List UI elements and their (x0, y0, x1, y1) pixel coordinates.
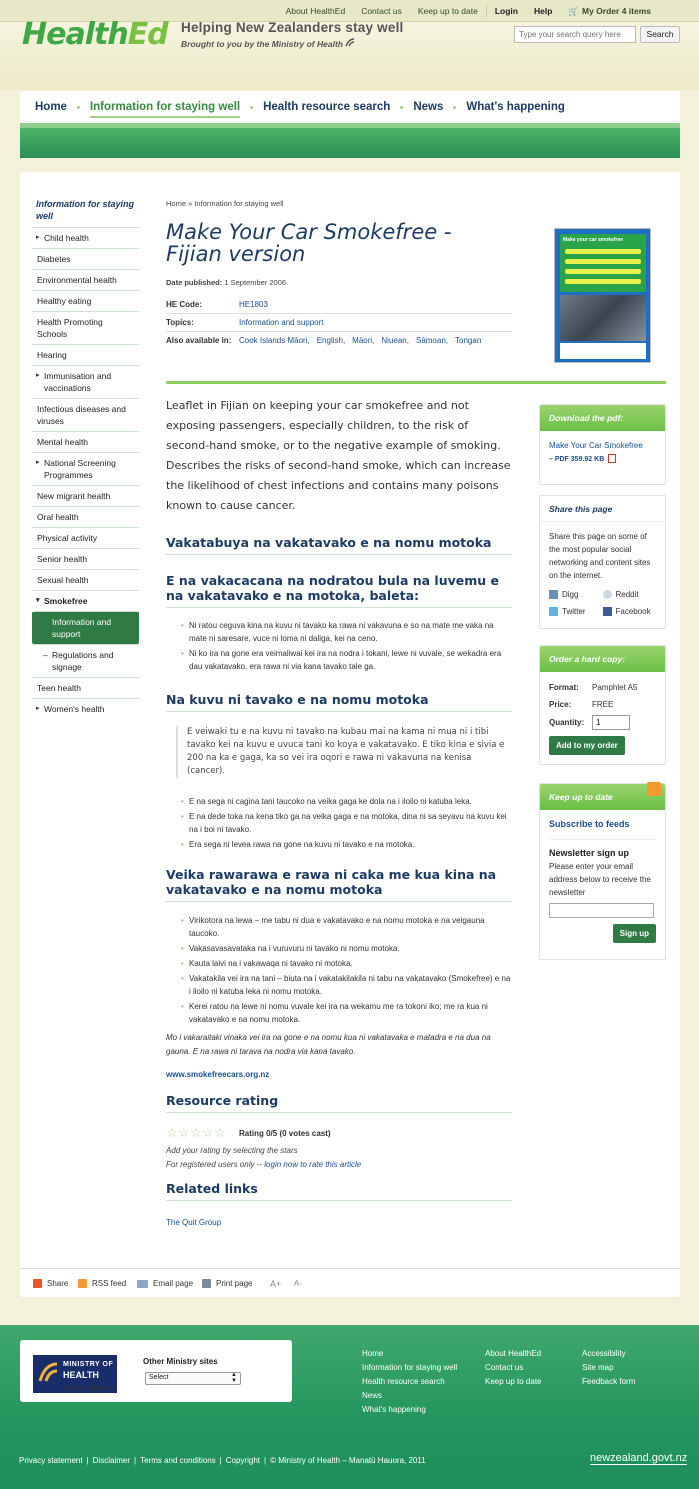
date-label: Date published: (166, 278, 223, 287)
help-link[interactable]: Help (534, 6, 553, 16)
digg-label: Digg (562, 590, 579, 599)
digg-link[interactable] (549, 588, 603, 601)
date-value: 1 September 2006 (224, 278, 287, 287)
list-item: • Vakatakila vei ira na tani – biuta na i vakatakilakila ni tabu na vakatavako (Smokefree) e na i iloilo ni katuba leka ni nomu motoka. (181, 972, 511, 998)
language-link[interactable]: Sāmoan, (415, 336, 449, 345)
languages-label: Also available in: (166, 336, 232, 345)
sidebar-item[interactable]: Environmental health (32, 269, 139, 290)
keep-up-link[interactable]: Keep up to date (417, 6, 478, 16)
star-icon[interactable]: ☆ (202, 1125, 214, 1140)
footer-link[interactable]: Accessibility (582, 1349, 626, 1358)
cover-footer (560, 343, 646, 359)
page-title: Make Your Car Smokefree - Fijian version (166, 220, 452, 266)
list-item: • Ni ratou ceguva kina na kuvu ni tavako ka rawa ni vakavuna e so na mate me vaka na mate ni saresare, vuce ni loma ni daliga, kei na ceno. (181, 619, 511, 645)
cart-icon: 🛒 (568, 5, 580, 16)
footer-link[interactable]: News (362, 1391, 383, 1400)
add-to-order-button[interactable]: Add to my order (549, 736, 625, 755)
smokefreecars-link[interactable]: www.smokefreecars.org.nz (166, 1070, 270, 1079)
facebook-label: Facebook (615, 607, 651, 616)
order-body (540, 672, 665, 763)
twitter-label: Twitter (562, 607, 586, 616)
section-heading: E na vakacacana na nodratou bula na luvemu e na vakatavako e na motoka, baleta: (166, 573, 512, 608)
share-text: Share this page on some of the most popular social networking and content sites on the internet. (549, 532, 651, 580)
login-link[interactable]: Login (494, 6, 518, 16)
footer-link[interactable]: What's happening (362, 1405, 426, 1414)
newsletter-text: Please enter your email address below to receive the newsletter (549, 862, 651, 897)
share-links (549, 588, 656, 618)
twitter-icon (549, 607, 558, 616)
email-tool[interactable] (137, 1279, 193, 1288)
sign-up-button[interactable]: Sign up (613, 924, 656, 943)
languages-list (239, 336, 488, 345)
sidebar-item[interactable]: Senior health (32, 548, 139, 569)
manatu-hauora-text: MANATŪ HAUORA (64, 1386, 115, 1392)
terms-link[interactable]: Terms and conditions (140, 1456, 216, 1465)
cover-band (565, 279, 641, 284)
copyright-link[interactable]: Copyright (225, 1456, 260, 1465)
list-item: • E na dede toka na kena tiko ga na veika gaga e na motoka, dina ni sa seyavu na kuvu kei na i boi ni tavako. (181, 810, 511, 836)
my-order-label: My Order 4 items (582, 5, 651, 16)
facebook-link[interactable] (603, 605, 657, 618)
copyright-text: © Ministry of Health – Manatū Hauora, 2011 (270, 1456, 426, 1465)
list-item: • E na sega ni cagina tani taucoko na veika gaga ke dola na i iloilo ni katuba leka. (181, 795, 511, 808)
list-item: • Kerei ratou na lewe ni nomu vuvale kei ira na wekamu me ra tokoni iko; me ra kua ni vakatavako e na nomu motoka. (181, 1000, 511, 1026)
print-label: Print page (216, 1279, 253, 1288)
ministry-mark-icon (345, 38, 355, 47)
topics-row (166, 314, 512, 332)
price-value: FREE (592, 700, 614, 709)
email-icon (137, 1280, 148, 1288)
list-item: • Era sega ni levea rawa na gone na kuvu ni tavako e na motoka. (181, 838, 511, 851)
resource-cover-image[interactable] (554, 228, 651, 363)
nav-whats-happening[interactable]: What's happening (466, 101, 565, 113)
pdf-size: – PDF 359.92 KB (549, 456, 605, 463)
language-link[interactable]: Māori, (352, 336, 375, 345)
legal-links (19, 1456, 430, 1465)
topics-value[interactable]: Information and support (239, 318, 324, 327)
logo-part-health: Health (22, 17, 128, 52)
star-icon[interactable]: ☆ (178, 1125, 190, 1140)
order-heading: Order a hard copy: (540, 646, 665, 672)
footer-link[interactable]: Keep up to date (485, 1377, 542, 1386)
sidebar-item[interactable]: ▸ Women's health (32, 698, 139, 719)
other-sites-label: Other Ministry sites (143, 1357, 218, 1366)
rating-help (166, 1144, 361, 1172)
rating-login-line (166, 1158, 361, 1172)
nav-separator (400, 106, 403, 109)
rss-icon[interactable] (647, 782, 661, 796)
main-nav (20, 91, 680, 123)
sidebar-item[interactable]: Diabetes (32, 248, 139, 269)
he-code-row (166, 296, 512, 314)
pdf-download-link[interactable]: Make Your Car Smokefree (549, 441, 643, 450)
search-button[interactable]: Search (640, 26, 680, 43)
sidebar-item[interactable]: Oral health (32, 506, 139, 527)
rating-stars[interactable] (166, 1127, 226, 1139)
language-link[interactable]: Niuean, (381, 336, 409, 345)
list-item: • Kauta laivi na i vakawaqa ni tavako ni motoka. (181, 957, 511, 970)
quit-group-link[interactable]: The Quit Group (166, 1218, 222, 1227)
nav-info-staying-well[interactable]: Information for staying well (90, 101, 240, 118)
print-tool[interactable] (202, 1279, 252, 1288)
utility-links (278, 0, 659, 22)
sidebar-item[interactable]: Healthy eating (32, 290, 139, 311)
pdf-icon (608, 454, 616, 463)
quantity-label: Quantity: (549, 718, 585, 727)
sidebar-item[interactable]: Teen health (32, 677, 139, 698)
nav-separator (77, 106, 80, 109)
page-tools (20, 1268, 680, 1297)
bullet-list (181, 619, 511, 675)
print-icon (202, 1279, 211, 1288)
format-row (549, 681, 656, 694)
footer-link[interactable]: Information for staying well (362, 1363, 458, 1372)
he-code-value[interactable]: HE1803 (239, 300, 268, 309)
language-link[interactable]: Cook Islands Māori, (239, 336, 310, 345)
keep-up-title: Keep up to date (549, 792, 613, 802)
cover-band (565, 269, 641, 274)
intro-text: Leaflet in Fijian on keeping your car smokefree and not exposing passengers, especially children, to the risk of second-hand smoke, or to the negative example of smoking. Describes the risks of second-hand smoke, which can increase the likelihood of chest infections and contains many poisons known to cause cancer. (166, 399, 511, 512)
rss-tool[interactable] (78, 1279, 126, 1288)
green-banner (20, 123, 680, 158)
footer-link[interactable]: Site map (582, 1363, 614, 1372)
other-sites-select[interactable] (145, 1372, 241, 1385)
sidebar-item[interactable]: ▸ National Screening Programmes (32, 452, 139, 485)
share-box (539, 495, 666, 629)
sidebar-item[interactable]: ▸ Child health (32, 227, 139, 248)
download-box (539, 404, 666, 485)
site-tagline-sub (181, 38, 355, 49)
keep-up-body (540, 810, 665, 951)
newsletter-email-input[interactable] (549, 903, 654, 918)
cover-photo (560, 295, 646, 341)
healthed-logo[interactable] (22, 17, 168, 52)
nzgovt-link[interactable]: newzealand.govt.nz (590, 1452, 688, 1464)
reddit-link[interactable] (603, 588, 657, 601)
nav-home[interactable]: Home (35, 101, 67, 113)
format-label: Format: (549, 683, 579, 692)
sidebar-item[interactable]: Sexual health (32, 569, 139, 590)
rss-icon (78, 1279, 87, 1288)
price-label: Price: (549, 700, 572, 709)
footer-link[interactable]: Home (362, 1349, 384, 1358)
related-heading: Related links (166, 1181, 512, 1201)
sidebar-item[interactable]: Information and support (32, 611, 139, 644)
language-link[interactable]: Tongan (455, 336, 482, 345)
reddit-icon (603, 590, 612, 599)
star-icon[interactable]: ☆ (166, 1125, 178, 1140)
format-value: Pamphlet A5 (592, 683, 638, 692)
legal-separator: | (134, 1456, 137, 1465)
download-body (540, 431, 665, 474)
digg-icon (549, 590, 558, 599)
footer-col-site (485, 1347, 542, 1389)
nav-separator (250, 106, 253, 109)
list-item: • Ni ko ira na gone era veimaliwai kei ira na nodra i tokani, lewe ni vuvale, se wekadra era dau vakatavako, era rawa ni via kana tavako tale ga. (181, 647, 511, 673)
divider (166, 381, 666, 384)
select-value: Select (149, 1374, 169, 1381)
list-item: • Virikotora na lewa – me tabu ni dua e vakatavako e na nomu motoka e na veigauna taucoko. (181, 914, 511, 940)
sidebar-item[interactable]: – Regulations and signage (32, 644, 139, 677)
sidebar-item[interactable]: Health Promoting Schools (32, 311, 139, 344)
contact-link[interactable]: Contact us (361, 6, 402, 16)
languages-row (166, 332, 512, 349)
blockquote: E veiwaki tu e na kuvu ni tavako na kubau mai na kama ni mua ni i tibi tavako kei na kuvu e uvuca tani ko koya e vakatavako. E tiko kina e sivia e 200 na ka e gaga, ka so vei ira oqori e rawa ni vakavuna na kenisa (cancer). (176, 726, 512, 778)
rating-reg-prefix: For registered users only -- (166, 1160, 263, 1169)
newsletter-heading: Newsletter sign up (549, 848, 630, 858)
bullet-list (181, 914, 511, 1028)
reddit-label: Reddit (615, 590, 639, 599)
email-label: Email page (153, 1279, 194, 1288)
closing-text: Mo i vakaraitaki vinaka vei ira na gone e na nomu kua ni vakatavaka e matadra e na dua na gauna. E na rawa ni tarava na nodra via kana tavako. (166, 1033, 491, 1056)
section-heading: Vakatabuya na vakatavako e na nomu motoka (166, 535, 512, 555)
text-larger-button[interactable]: A+ (270, 1279, 282, 1289)
footer-col-help (582, 1347, 635, 1389)
legal-separator: | (86, 1456, 89, 1465)
list-item: • Vakasavasavataka na i vuruvuru ni tavako ni nomu motoka. (181, 942, 511, 955)
site-tagline: Helping New Zealanders stay well (181, 20, 404, 35)
share-label: Share (47, 1279, 69, 1288)
logo-part-ed: Ed (127, 17, 168, 52)
star-icon[interactable]: ☆ (190, 1125, 202, 1140)
search-input[interactable] (514, 26, 636, 43)
footer-link[interactable]: Contact us (485, 1363, 524, 1372)
share-tool[interactable] (33, 1279, 68, 1288)
footer-col-main (362, 1347, 457, 1417)
twitter-link[interactable] (549, 605, 603, 618)
signup-wrap (549, 924, 656, 943)
keep-up-heading (540, 784, 665, 810)
legal-separator: | (219, 1456, 222, 1465)
sidebar-title[interactable]: Information for staying well (36, 199, 135, 221)
order-box (539, 645, 666, 765)
rating-heading: Resource rating (166, 1093, 512, 1113)
sidebar-item[interactable]: New migrant health (32, 485, 139, 506)
language-link[interactable]: English, (316, 336, 346, 345)
sidebar-item[interactable]: ▾ Smokefree (32, 590, 139, 611)
bullet-list (181, 795, 511, 853)
sidebar-item[interactable]: ▸ Immunisation and vaccinations (32, 365, 139, 398)
sidebar-item[interactable]: Mental health (32, 431, 139, 452)
text-smaller-button[interactable]: A- (294, 1279, 302, 1288)
tagline-sub-text: Brought to you by the Ministry of Health (181, 39, 343, 49)
select-arrows-icon: ▲ ▼ (231, 1372, 237, 1384)
quantity-row (549, 715, 656, 730)
footer-link[interactable]: About HealthEd (485, 1349, 542, 1358)
my-order-link[interactable] (560, 6, 659, 17)
add-order-wrap (549, 736, 656, 755)
sidebar-item[interactable]: Infectious diseases and viruses (32, 398, 139, 431)
rss-label: RSS feed (92, 1279, 127, 1288)
privacy-link[interactable]: Privacy statement (19, 1456, 83, 1465)
section-heading: Na kuvu ni tavako e na nomu motoka (166, 692, 512, 712)
rating-help-line: Add your rating by selecting the stars (166, 1146, 298, 1155)
legal-separator: | (264, 1456, 267, 1465)
cover-band (565, 249, 641, 254)
footer-link[interactable]: Feedback form (582, 1377, 636, 1386)
share-icon (33, 1279, 42, 1288)
share-heading: Share this page (540, 496, 665, 522)
about-link[interactable]: About HealthEd (285, 6, 346, 16)
nav-news[interactable]: News (413, 101, 444, 113)
he-code-label: HE Code: (166, 300, 202, 309)
star-icon[interactable]: ☆ (214, 1125, 226, 1140)
section-heading: Veika rawarawa e rawa ni caka me kua kina na vakatavako e na nomu motoka (166, 867, 512, 902)
quantity-input[interactable] (592, 715, 630, 730)
cover-title: Make your car smokefree (563, 237, 624, 243)
download-heading: Download the pdf: (540, 405, 665, 431)
ministry-mark-icon (37, 1361, 59, 1383)
health-text: HEALTH (63, 1370, 99, 1380)
disclaimer-link[interactable]: Disclaimer (92, 1456, 130, 1465)
nav-separator (453, 106, 456, 109)
breadcrumb[interactable]: Home » Information for staying well (166, 199, 284, 208)
keep-up-box (539, 783, 666, 960)
topics-label: Topics: (166, 318, 194, 327)
facebook-icon (603, 607, 612, 616)
login-to-rate-link[interactable]: login now to rate this article (264, 1160, 362, 1169)
rating-text: Rating 0/5 (0 votes cast) (239, 1129, 331, 1138)
sidebar-item[interactable]: Physical activity (32, 527, 139, 548)
nav-resource-search[interactable]: Health resource search (263, 101, 391, 113)
footer-link[interactable]: Health resource search (362, 1377, 445, 1386)
sidebar-nav (32, 227, 139, 719)
cover-band (565, 259, 641, 264)
resource-meta (166, 296, 512, 349)
share-body (540, 522, 665, 626)
sidebar-item[interactable]: Hearing (32, 344, 139, 365)
date-published (166, 278, 286, 287)
price-row (549, 698, 656, 711)
subscribe-feeds-link[interactable]: Subscribe to feeds (549, 818, 656, 840)
ministry-of-text: MINISTRY OF (63, 1361, 114, 1368)
